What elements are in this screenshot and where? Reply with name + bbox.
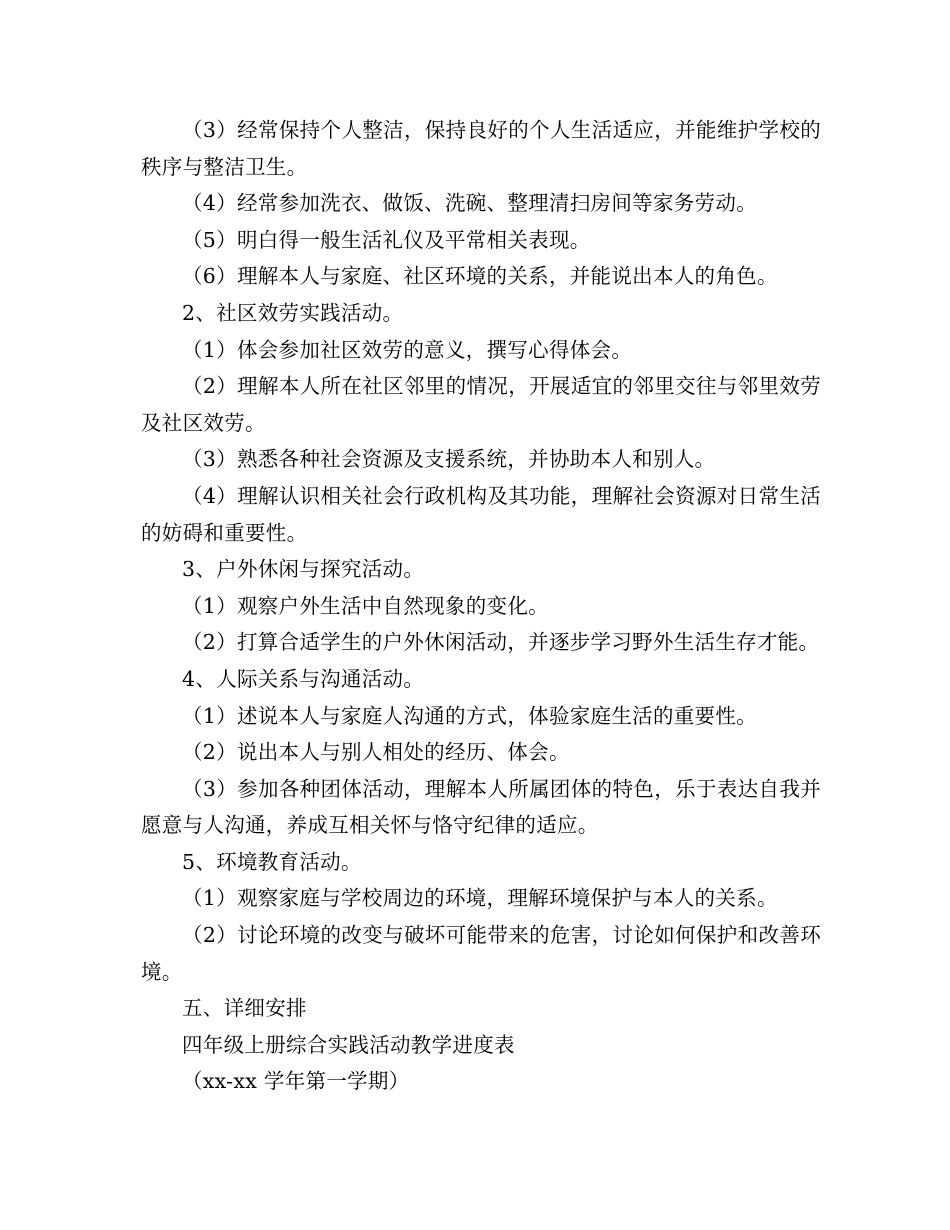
schedule-table-title: 四年级上册综合实践活动教学进度表: [182, 1032, 515, 1057]
paragraph-11: （1）观察户外生活中自然现象的变化。: [182, 593, 549, 618]
paragraph-7: （2）理解本人所在社区邻里的情况，开展适宜的邻里交往与邻里效劳及社区效劳。: [141, 374, 821, 435]
paragraph-6: （1）体会参加社区效劳的意义，撰写心得体会。: [182, 337, 633, 362]
paragraph-19: （2）讨论环境的改变与破坏可能带来的危害，讨论如何保护和改善环境。: [141, 923, 821, 984]
section-heading-3: 3、户外休闲与探究活动。: [182, 557, 425, 582]
paragraph-2: （4）经常参加洗衣、做饭、洗碗、整理清扫房间等家务劳动。: [182, 191, 757, 216]
paragraph-4: （6）理解本人与家庭、社区环境的关系，并能说出本人的角色。: [182, 264, 778, 289]
document-body: [141, 112, 821, 1100]
paragraph-3: （5）明白得一般生活礼仪及平常相关表现。: [182, 227, 591, 252]
paragraph-8: （3）熟悉各种社会资源及支援系统，并协助本人和别人。: [182, 447, 716, 472]
schedule-table-subtitle: （xx-xx 学年第一学期）: [182, 1069, 410, 1094]
section-heading-2: 2、社区效劳实践活动。: [182, 300, 404, 325]
section-heading-5: 5、环境教育活动。: [182, 849, 362, 874]
paragraph-15: （2）说出本人与别人相处的经历、体会。: [182, 740, 570, 765]
section-heading-detailed-plan: 五、详细安排: [182, 996, 307, 1021]
paragraph-16: （3）参加各种团体活动，理解本人所属团体的特色，乐于表达自我并愿意与人沟通，养成互相关怀与恪守纪律的适应。: [141, 776, 821, 838]
section-heading-4: 4、人际关系与沟通活动。: [182, 666, 425, 691]
paragraph-1: （3）经常保持个人整洁，保持良好的个人生活适应，并能维护学校的秩序与整洁卫生。: [141, 118, 821, 179]
paragraph-9: （4）理解认识相关社会行政机构及其功能，理解社会资源对日常生活的妨碍和重要性。: [141, 483, 821, 545]
paragraph-14: （1）述说本人与家庭人沟通的方式，体验家庭生活的重要性。: [182, 703, 757, 728]
paragraph-18: （1）观察家庭与学校周边的环境，理解环境保护与本人的关系。: [182, 886, 778, 911]
paragraph-12: （2）打算合适学生的户外休闲活动，并逐步学习野外生活生存才能。: [182, 630, 820, 655]
